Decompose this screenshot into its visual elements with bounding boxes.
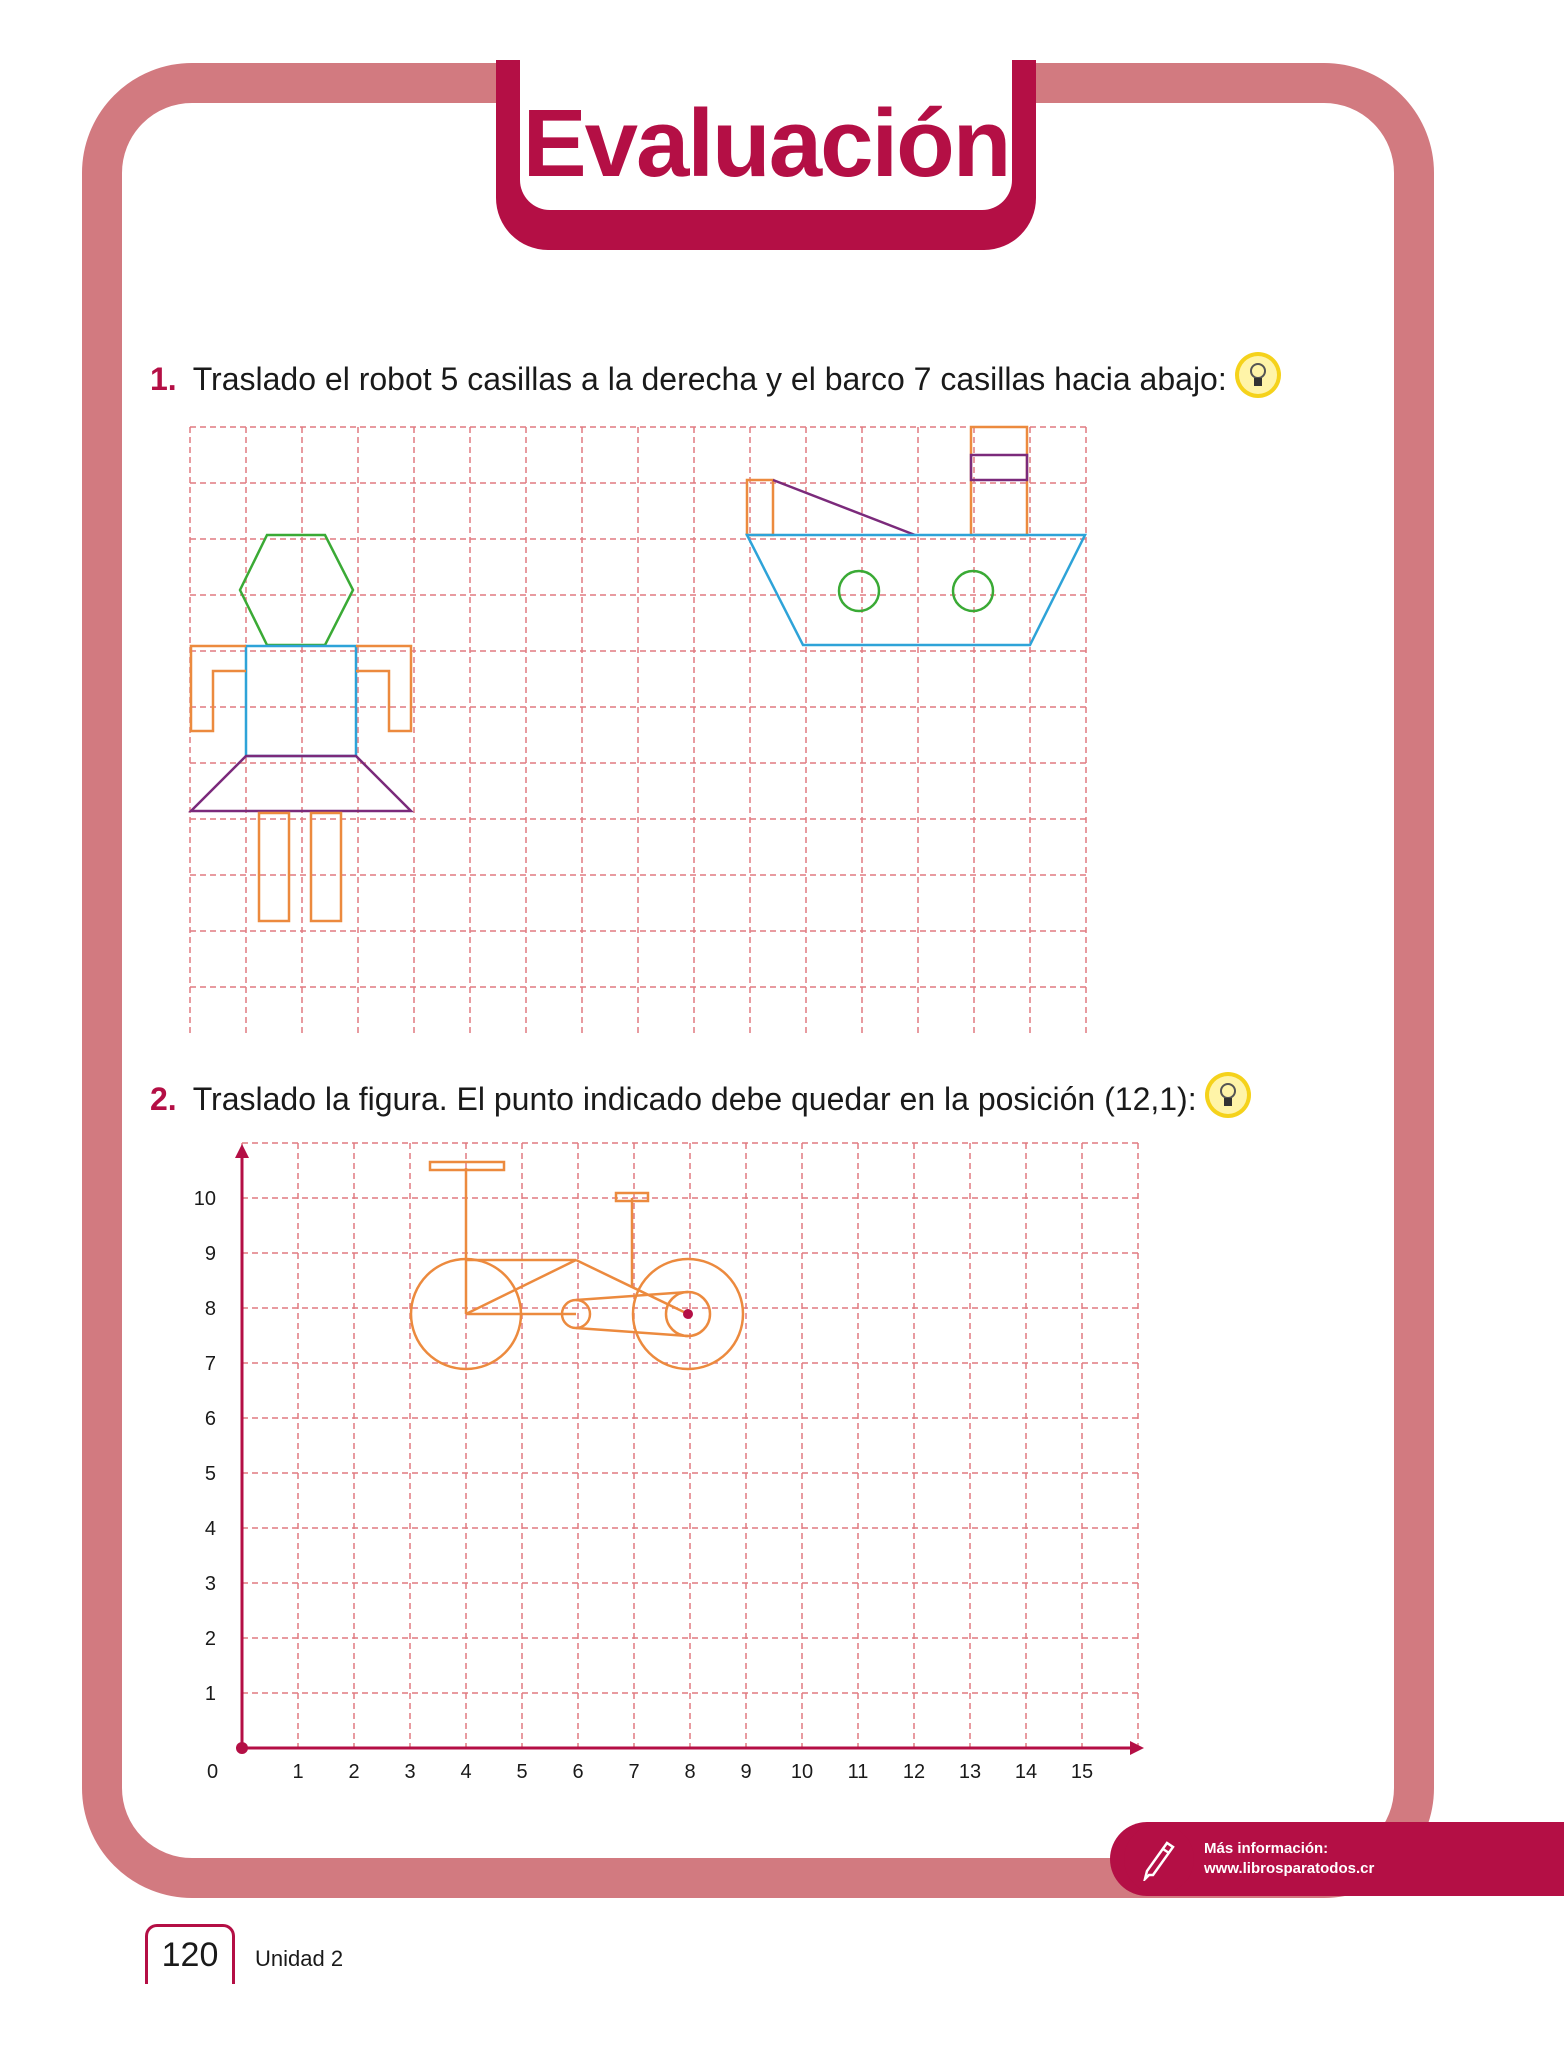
robot-right-arm [356, 646, 411, 731]
y-tick-label: 10 [193, 1188, 216, 1210]
y-tick-label: 7 [204, 1353, 216, 1375]
question-1 [150, 350, 1283, 408]
lightbulb-icon [1233, 350, 1283, 408]
x-tick-label: 8 [684, 1761, 696, 1783]
title-tab [496, 60, 1036, 250]
y-tick-labels [194, 1188, 216, 1705]
title-tab-inner [520, 60, 1012, 210]
y-tick-label: 4 [204, 1518, 216, 1540]
bicycle-seat [430, 1162, 504, 1170]
robot-head-hexagon [240, 535, 353, 645]
question-1-text: Traslado el robot 5 casillas a la derecha y el barco 7 casillas hacia abajo: [192, 360, 1227, 397]
ship-figure [747, 427, 1085, 645]
y-tick-label: 9 [204, 1243, 216, 1265]
x-tick-label: 7 [628, 1761, 640, 1783]
y-tick-label: 2 [204, 1628, 216, 1650]
origin-point [236, 1742, 248, 1754]
x-tick-label: 10 [790, 1761, 814, 1783]
coordinate-grid-2 [180, 1140, 1160, 1800]
lightbulb-icon [1203, 1070, 1253, 1128]
robot-skirt-trapezoid [191, 756, 411, 811]
question-2 [150, 1070, 1253, 1128]
x-tick-label: 9 [740, 1761, 752, 1783]
question-2-text: Traslado la figura. El punto indicado debe quedar en la posición (12,1): [192, 1080, 1197, 1117]
more-info-text [1204, 1839, 1374, 1879]
ship-porthole-right [953, 571, 993, 611]
x-tick-label: 4 [460, 1761, 472, 1783]
robot-right-leg [311, 813, 341, 921]
ship-porthole-left [839, 571, 879, 611]
bicycle-handlebar [616, 1193, 648, 1201]
robot-body [246, 646, 356, 756]
bicycle-figure [411, 1162, 743, 1369]
x-tick-label: 15 [1070, 1761, 1094, 1783]
y-tick-label: 8 [204, 1298, 216, 1320]
page-number: 120 [145, 1924, 235, 1984]
x-tick-label: 5 [516, 1761, 528, 1783]
indicated-point [683, 1309, 693, 1319]
robot-left-leg [259, 813, 289, 921]
origin-label: 0 [207, 1761, 219, 1783]
y-tick-label: 3 [204, 1573, 216, 1595]
x-tick-label: 14 [1014, 1761, 1038, 1783]
unit-label: Unidad 2 [255, 1946, 344, 1971]
question-2-number: 2. [150, 1080, 177, 1117]
page-title: Evaluación [522, 90, 1010, 197]
y-tick-label: 6 [204, 1408, 216, 1430]
ship-hull [747, 535, 1085, 645]
y-tick-label: 5 [204, 1463, 216, 1485]
more-info-banner[interactable] [1110, 1822, 1564, 1896]
x-tick-label: 13 [958, 1761, 982, 1783]
y-axis-arrow [235, 1144, 249, 1158]
x-tick-labels [292, 1761, 1093, 1783]
ship-mast [747, 480, 773, 535]
translation-grid-1 [185, 425, 1090, 1035]
ship-chimney-band [971, 455, 1027, 480]
x-tick-label: 3 [404, 1761, 416, 1783]
x-tick-label: 1 [292, 1761, 304, 1783]
pencil-icon [1124, 1824, 1194, 1894]
y-tick-label: 1 [204, 1683, 216, 1705]
x-tick-label: 2 [348, 1761, 360, 1783]
question-1-number: 1. [150, 360, 177, 397]
ship-sail-line [773, 480, 915, 535]
robot-figure [191, 535, 411, 921]
more-info-label: Más información: [1204, 1840, 1329, 1857]
x-tick-label: 11 [847, 1761, 869, 1783]
x-tick-label: 12 [902, 1761, 926, 1783]
robot-left-arm [191, 646, 246, 731]
more-info-url[interactable]: www.librosparatodos.cr [1204, 1860, 1375, 1877]
x-tick-label: 6 [572, 1761, 584, 1783]
x-axis-arrow [1130, 1741, 1144, 1755]
